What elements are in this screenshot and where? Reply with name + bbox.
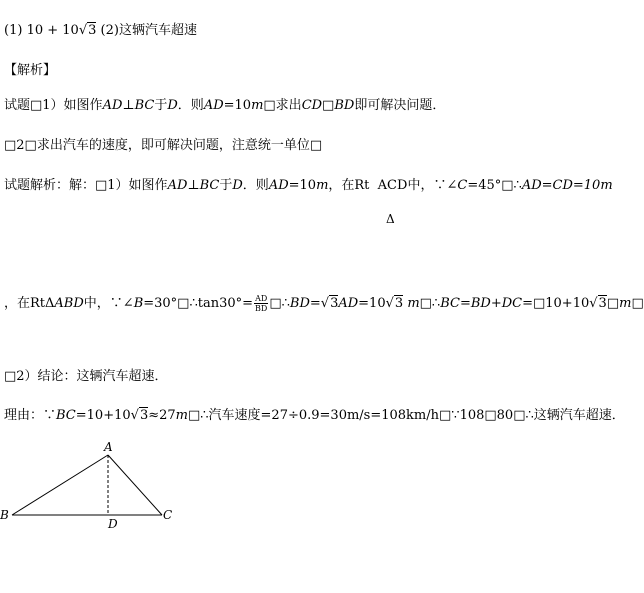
- side-ab: [12, 455, 108, 515]
- fraction-ad-bd: $\frac{AD}{BD}$: [255, 294, 268, 313]
- conclusion-line: □2）结论：这辆汽车超速．: [4, 369, 168, 384]
- side-ac: [108, 455, 162, 515]
- part2-label: (2): [100, 23, 119, 38]
- reason-line: 理由：∵BC=10+10√3≈27m□∴汽车速度=27÷0.9=30m/s=108km/h□∵108□80□∴这辆汽车超速．: [4, 408, 625, 423]
- delta-symbol: Δ: [386, 212, 395, 226]
- solution-line-2: ，在RtΔABD中，∵∠B=30°□∴tan30°= $\frac{AD}{BD}$ □∴BD=√3AD=10√3 m□∴BC=BD+DC=□10+10√3□m□: [4, 294, 644, 313]
- label-c: C: [163, 508, 173, 522]
- analysis-line-2: □2□求出汽车的速度，即可解决问题，注意统一单位□: [4, 138, 323, 153]
- label-a: A: [104, 440, 113, 454]
- solution-line-1: 试题解析：解：□1）如图作AD⊥BC于D．则AD=10m，在Rt ACD中，∵∠C=45°□∴AD=CD=10m: [4, 178, 613, 193]
- label-b: B: [0, 508, 9, 522]
- jiexi-heading: 【解析】: [4, 63, 57, 78]
- answer-line: [4, 22, 197, 40]
- sqrt-3: √3: [78, 23, 97, 38]
- part1-value: 10 + 10: [26, 23, 79, 38]
- label-d: D: [108, 517, 118, 531]
- analysis-line: 试题□1）如图作AD⊥BC于D．则AD=10m□求出CD□BD即可解决问题．: [4, 98, 446, 113]
- triangle-figure: [0, 440, 200, 540]
- part1-label: (1): [4, 23, 23, 38]
- part2-value: 这辆汽车超速: [118, 23, 197, 38]
